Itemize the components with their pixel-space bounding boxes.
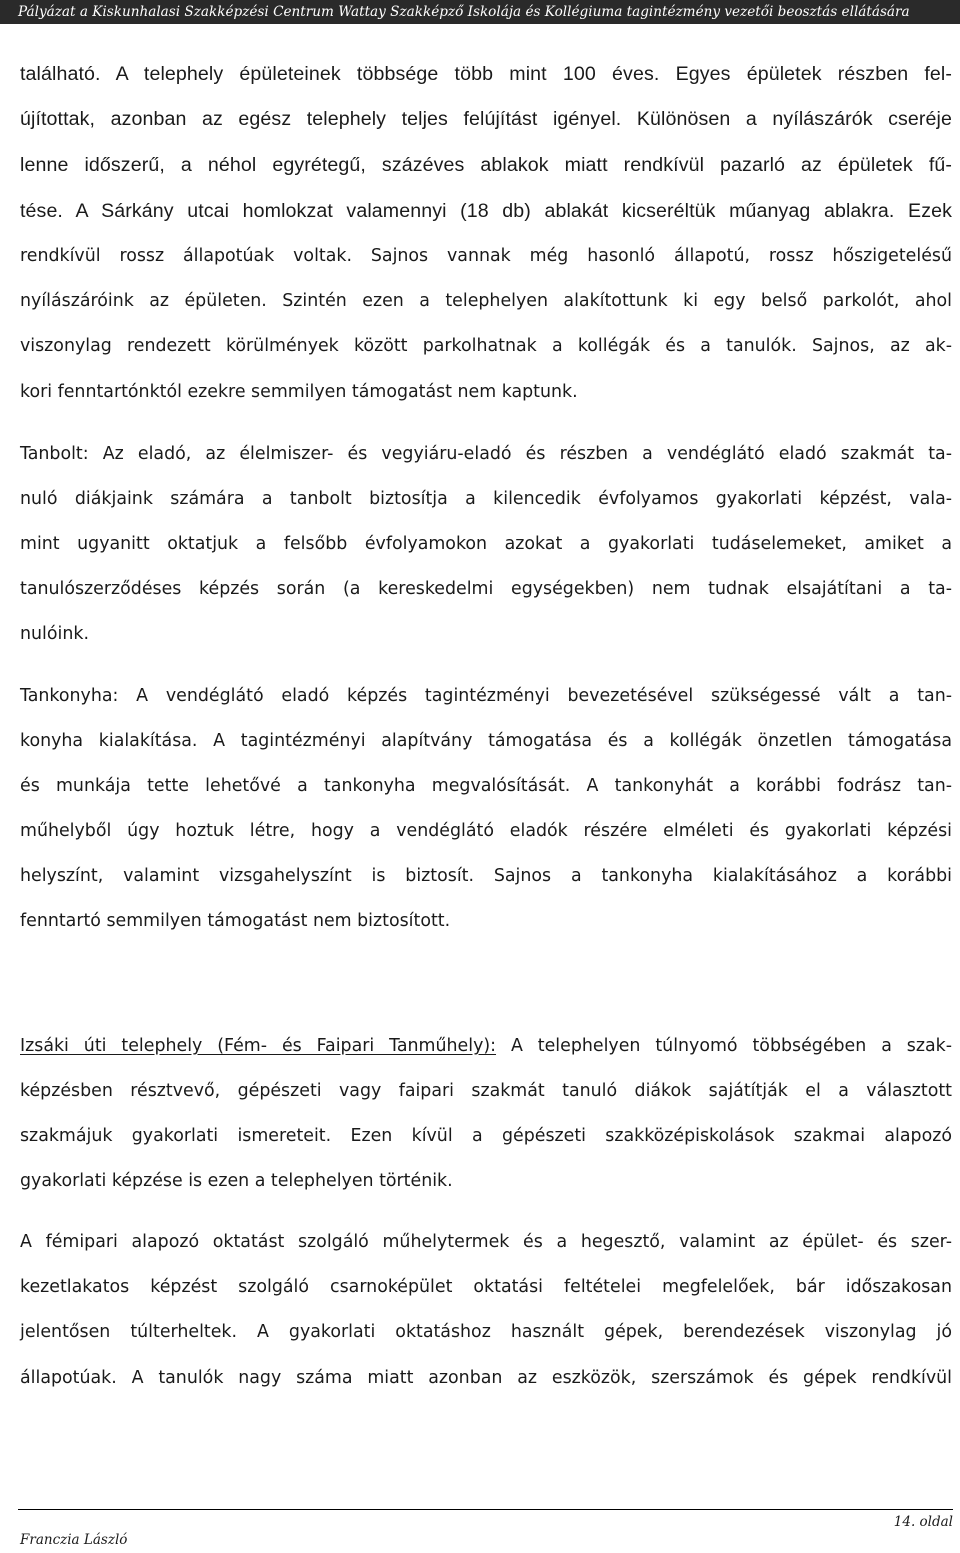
paragraph-3-line-5: helyszínt, valamint vizsgahelyszínt is biztosít. Sajnos a tankonyha kialakításához a korábbi bbox=[20, 866, 952, 886]
paragraph-5-line-2: kezetlakatos képzést szolgáló csarnoképület oktatási feltételei megfelelőek, bár időszakosan bbox=[20, 1277, 952, 1297]
paragraph-2-line-5: nulóink. bbox=[20, 624, 89, 644]
paragraph-2-line-2: nuló diákjaink számára a tanbolt biztosítja a kilencedik évfolyamos gyakorlati képzést, vala- bbox=[20, 489, 952, 509]
section-heading: Izsáki úti telephely (Fém- és Faipari Tanműhely): bbox=[20, 1036, 497, 1056]
paragraph-5-line-3: jelentősen túlterheltek. A gyakorlati oktatáshoz használt gépek, berendezések viszonylag jó bbox=[20, 1322, 952, 1342]
header-title: Pályázat a Kiskunhalasi Szakképzési Centrum Wattay Szakképző Iskolája és Kollégiuma tagintézmény vezetői beosztás ellátására bbox=[18, 4, 910, 20]
paragraph-1-line-3: lenne időszerű, a néhol egyrétegű, százéves ablakok miatt rendkívül pazarló az épületek fű- bbox=[20, 154, 952, 176]
paragraph-1-line-4: tése. A Sárkány utcai homlokzat valamennyi (18 db) ablakát kicseréltük műanyag ablakra. Ezek bbox=[20, 200, 952, 222]
paragraph-1-line-7: viszonylag rendezett körülmények között parkolhatnak a kollégák és a tanulók. Sajnos, az ak- bbox=[20, 336, 952, 356]
paragraph-1-line-2: újítottak, azonban az egész telephely teljes felújítást igényel. Különösen a nyílászárók cseréje bbox=[20, 108, 952, 130]
paragraph-3-line-3: és munkája tette lehetővé a tankonyha megvalósítását. A tankonyhát a korábbi fodrász tan- bbox=[20, 776, 952, 796]
paragraph-2-line-1: Tanbolt: Az eladó, az élelmiszer- és vegyiáru-eladó és részben a vendéglátó eladó szakmát ta- bbox=[20, 444, 952, 464]
paragraph-1-line-5: rendkívül rossz állapotúak voltak. Sajnos vannak még hasonló állapotú, rossz hőszigetelésű bbox=[20, 246, 952, 266]
paragraph-1-line-8: kori fenntartónktól ezekre semmilyen támogatást nem kaptunk. bbox=[20, 382, 578, 402]
paragraph-1-line-1: található. A telephely épületeinek többsége több mint 100 éves. Egyes épületek részben fel- bbox=[20, 63, 952, 85]
paragraph-4-line-4: gyakorlati képzése is ezen a telephelyen történik. bbox=[20, 1171, 453, 1191]
paragraph-4-line-1 bbox=[20, 1033, 952, 1059]
paragraph-2-line-4: tanulószerződéses képzés során (a kereskedelmi egységekben) nem tudnak elsajátítani a ta- bbox=[20, 579, 952, 599]
paragraph-4-line-2: képzésben résztvevő, gépészeti vagy faipari szakmát tanuló diákok sajátítják el a választott bbox=[20, 1081, 952, 1101]
footer-divider bbox=[18, 1509, 953, 1510]
paragraph-1-line-6: nyílászáróink az épületen. Szintén ezen a telephelyen alakítottunk ki egy belső parkolót, ahol bbox=[20, 291, 952, 311]
footer-author: Franczia László bbox=[20, 1532, 128, 1548]
paragraph-4-line-1-text: A telephelyen túlnyomó többségében a szak- bbox=[496, 1036, 952, 1056]
paragraph-4-line-3: szakmájuk gyakorlati ismereteit. Ezen kívül a gépészeti szakközépiskolások szakmai alapozó bbox=[20, 1126, 952, 1146]
paragraph-3-line-1: Tankonyha: A vendéglátó eladó képzés tagintézményi bevezetésével szükségessé vált a tan- bbox=[20, 686, 952, 706]
paragraph-3-line-4: műhelyből úgy hoztuk létre, hogy a vendéglátó eladók részére elméleti és gyakorlati képzési bbox=[20, 821, 952, 841]
paragraph-2-line-3: mint ugyanitt oktatjuk a felsőbb évfolyamokon azokat a gyakorlati tudáselemeket, amiket a bbox=[20, 534, 952, 554]
paragraph-5-line-4: állapotúak. A tanulók nagy száma miatt azonban az eszközök, szerszámok és gépek rendkívül bbox=[20, 1368, 952, 1388]
paragraph-5-line-1: A fémipari alapozó oktatást szolgáló műhelytermek és a hegesztő, valamint az épület- és szer- bbox=[20, 1232, 952, 1252]
page-number: 14. oldal bbox=[893, 1514, 953, 1530]
paragraph-3-line-2: konyha kialakítása. A tagintézményi alapítvány támogatása és a kollégák önzetlen támogatása bbox=[20, 731, 952, 751]
paragraph-3-line-6: fenntartó semmilyen támogatást nem biztosított. bbox=[20, 911, 451, 931]
